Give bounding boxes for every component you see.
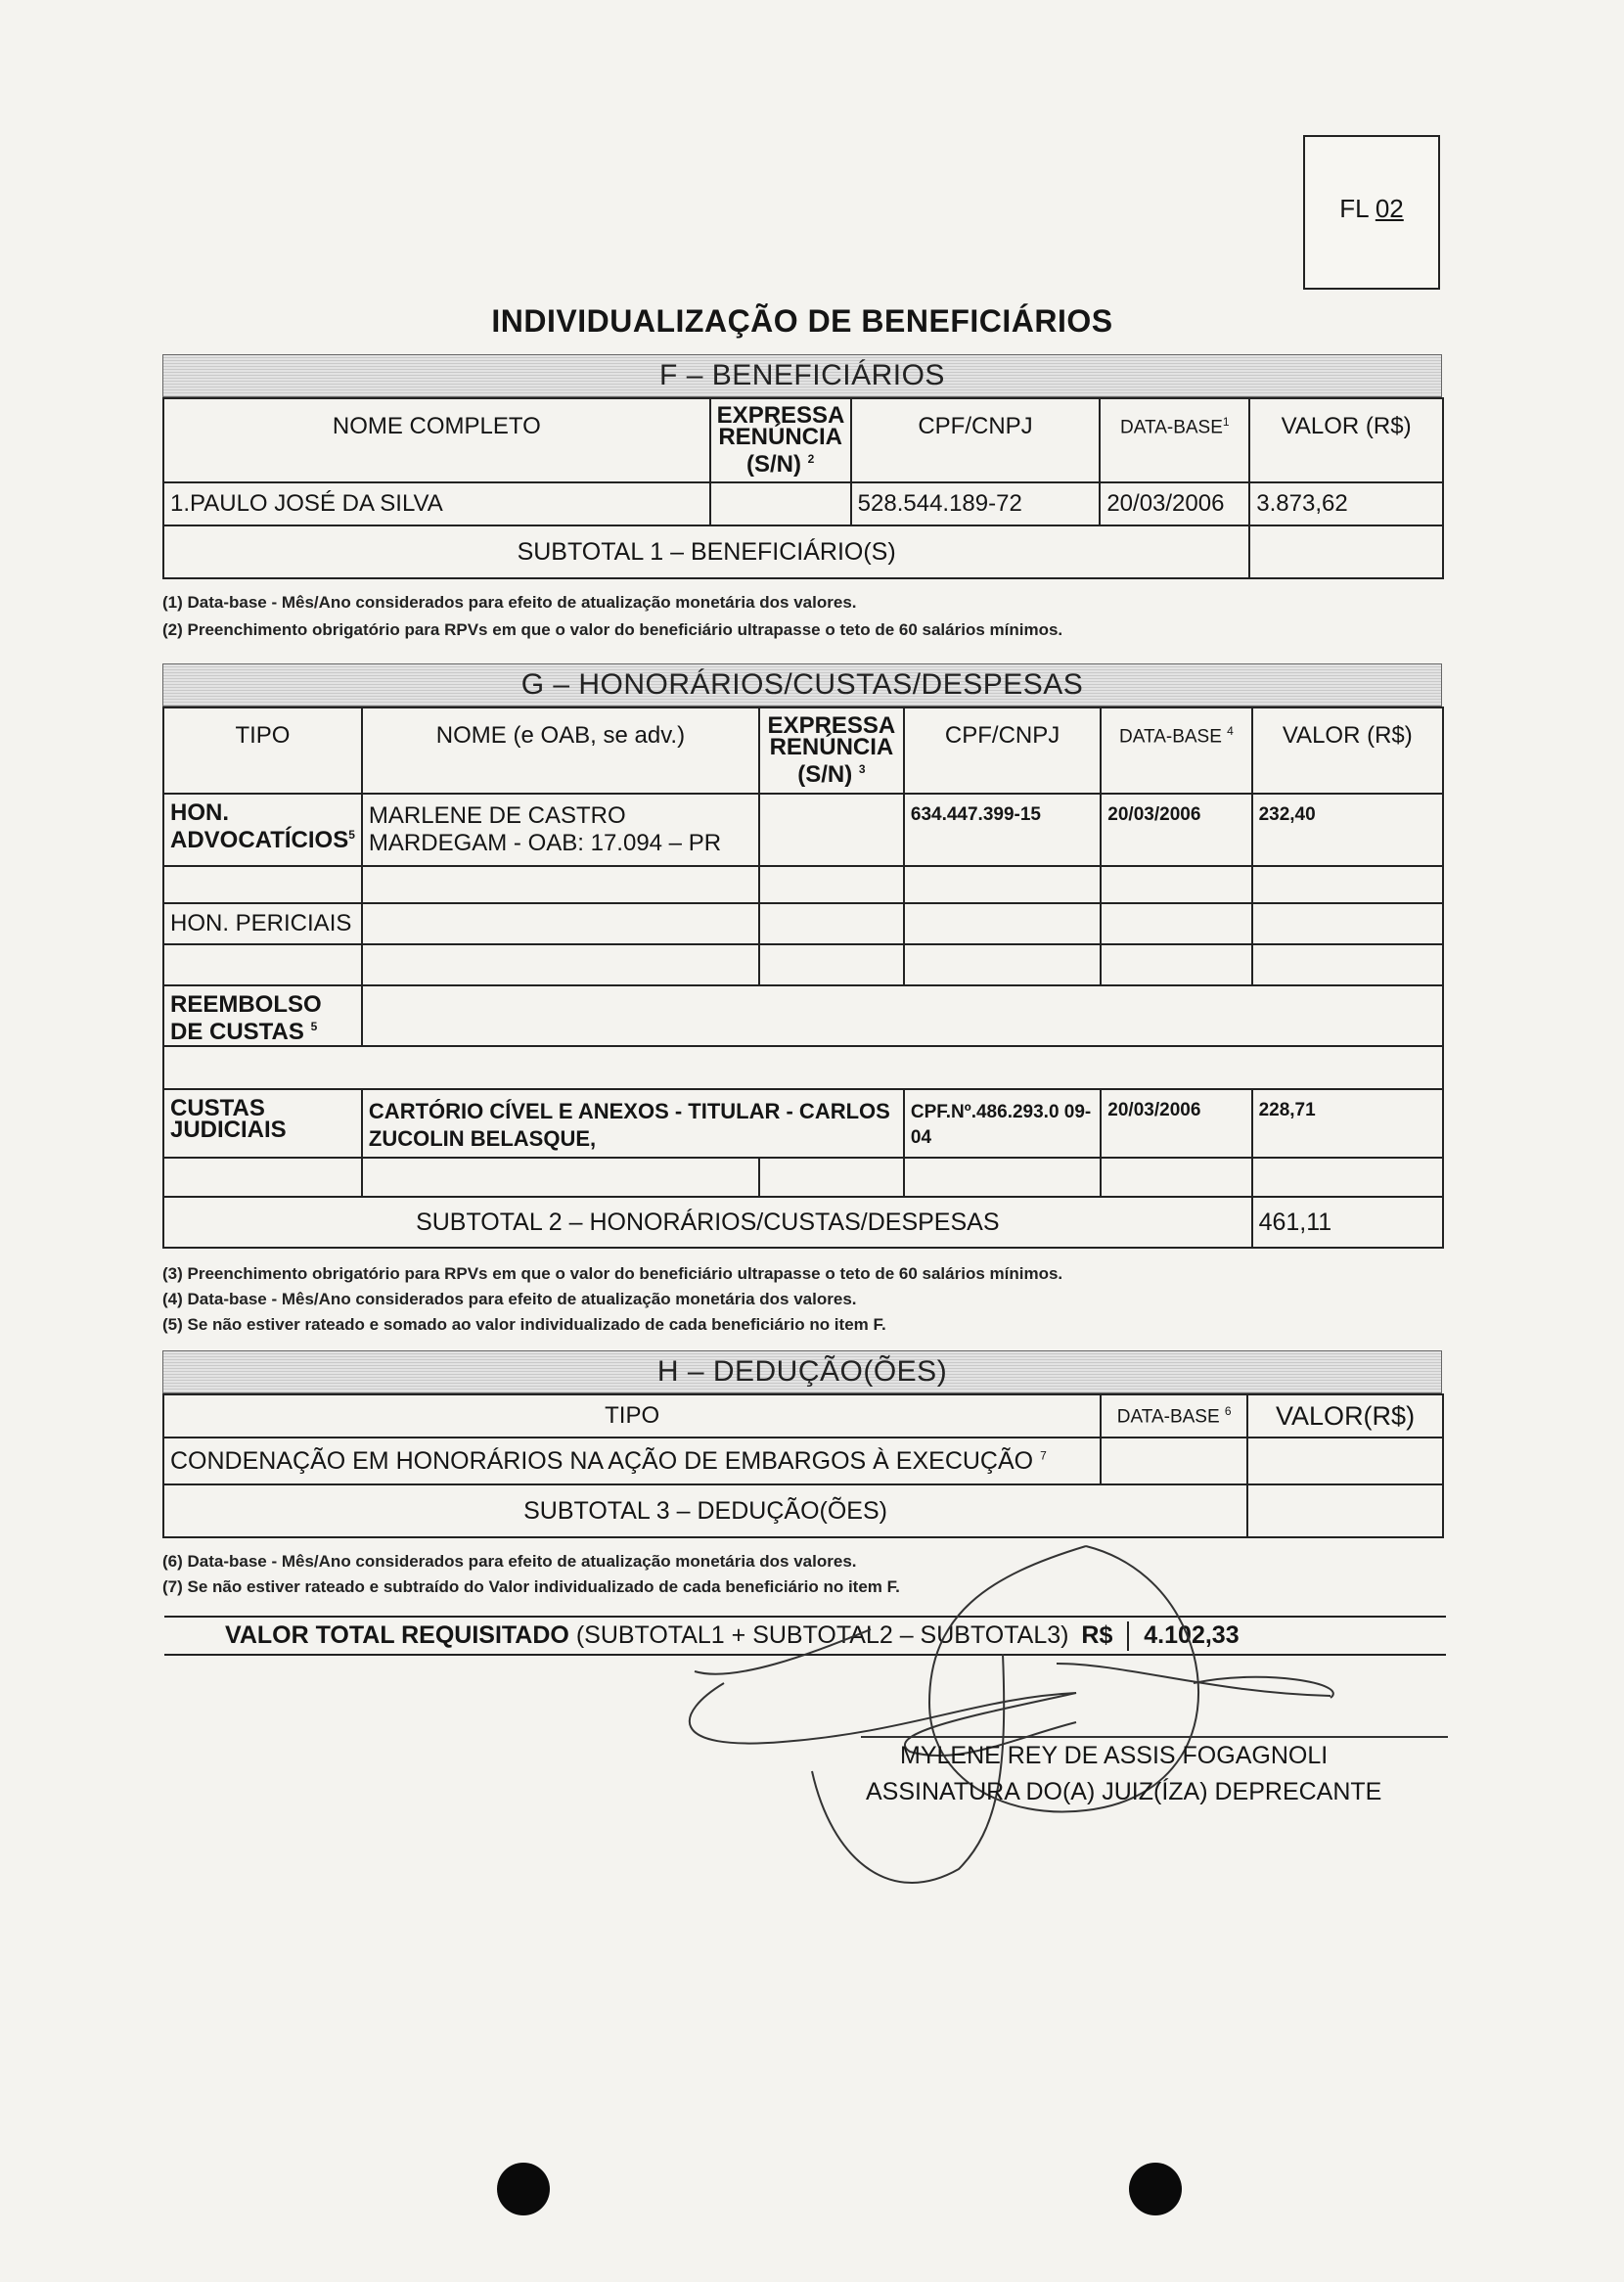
header-expressa-text: EXPRESSA RENÚNCIA (S/N) (716, 402, 845, 478)
header-expressa (710, 398, 851, 482)
punch-hole-left (497, 2163, 550, 2215)
section-g-note-3: (3) Preenchimento obrigatório para RPVs em que o valor do beneficiário ultrapasse o teto de 60 salários mínimos. (162, 1264, 1063, 1283)
section-h-banner: H – DEDUÇÃO(ÕES) (162, 1350, 1442, 1393)
fees-row-hon-per (163, 903, 1443, 944)
fees-header-tipo: TIPO (163, 707, 362, 794)
total-currency: R$ (1081, 1621, 1113, 1649)
fees-row-reembolso (163, 985, 1443, 1046)
subtotal-1-row (163, 525, 1443, 578)
reembolso-tipo (163, 985, 362, 1046)
deduction-tipo (163, 1438, 1101, 1484)
beneficiary-cpf: 528.544.189-72 (851, 482, 1101, 525)
total-label: VALOR TOTAL REQUISITADO (225, 1621, 569, 1649)
subtotal-3-label: SUBTOTAL 3 – DEDUÇÃO(ÕES) (163, 1484, 1247, 1537)
fees-header-row (163, 707, 1443, 794)
custas-tipo: CUSTAS JUDICIAIS (163, 1089, 362, 1158)
subtotal-2-value: 461,11 (1252, 1197, 1443, 1248)
fees-header-expressa-text: EXPRESSA RENÚNCIA (S/N) (767, 712, 896, 788)
fees-header-data-base (1101, 707, 1251, 794)
hon-adv-tipo-sup: 5 (348, 828, 355, 842)
deductions-header-data-base (1101, 1394, 1247, 1438)
fees-header-data-base-text: DATA-BASE (1119, 726, 1222, 748)
signatory-role: ASSINATURA DO(A) JUIZ(ÍZA) DEPRECANTE (866, 1778, 1382, 1805)
beneficiary-data-base: 20/03/2006 (1100, 482, 1249, 525)
fees-row-custas (163, 1089, 1443, 1158)
section-h-note-7: (7) Se não estiver rateado e subtraído do Valor individualizado de cada beneficiário no item F. (162, 1577, 900, 1596)
subtotal-2-label: SUBTOTAL 2 – HONORÁRIOS/CUSTAS/DESPESAS (163, 1197, 1252, 1248)
beneficiary-valor: 3.873,62 (1249, 482, 1443, 525)
deduction-data-base (1101, 1438, 1247, 1484)
total-formula: (SUBTOTAL1 + SUBTOTAL2 – SUBTOTAL3) (575, 1621, 1069, 1649)
fees-header-expressa-sup: 3 (858, 762, 866, 776)
fees-table (162, 707, 1444, 1249)
reembolso-content (362, 985, 1443, 1046)
reembolso-tipo-sup: 5 (310, 1020, 318, 1033)
deduction-row (163, 1438, 1443, 1484)
signature-rule (861, 1736, 1448, 1738)
subtotal-2-row (163, 1197, 1443, 1248)
header-valor: VALOR (R$) (1249, 398, 1443, 482)
header-nome: NOME COMPLETO (163, 398, 710, 482)
fees-row-hon-adv (163, 794, 1443, 866)
deductions-header-data-base-sup: 6 (1224, 1403, 1232, 1418)
hon-per-tipo: HON. PERICIAIS (163, 903, 362, 944)
deduction-valor (1247, 1438, 1443, 1484)
header-cpf: CPF/CNPJ (851, 398, 1101, 482)
fees-row-blank-3 (163, 1046, 1443, 1089)
fees-header-expressa (759, 707, 904, 794)
deductions-table (162, 1393, 1444, 1538)
beneficiary-expressa (710, 482, 851, 525)
header-data-base (1100, 398, 1249, 482)
signatory-name: MYLENE REY DE ASSIS FOGAGNOLI (900, 1742, 1329, 1769)
subtotal-3-value (1247, 1484, 1443, 1537)
beneficiaries-header-row (163, 398, 1443, 482)
beneficiary-nome: 1.PAULO JOSÉ DA SILVA (163, 482, 710, 525)
folio-box (1303, 135, 1440, 290)
folio-number: 02 (1375, 194, 1404, 223)
fees-header-valor: VALOR (R$) (1252, 707, 1443, 794)
hon-adv-data-base: 20/03/2006 (1101, 794, 1251, 866)
fees-header-data-base-sup: 4 (1227, 724, 1234, 738)
deduction-tipo-text: CONDENAÇÃO EM HONORÁRIOS NA AÇÃO DE EMBARGOS À EXECUÇÃO (170, 1446, 1034, 1475)
custas-data-base: 20/03/2006 (1101, 1089, 1251, 1158)
header-data-base-text: DATA-BASE (1120, 417, 1223, 438)
page-title: INDIVIDUALIZAÇÃO DE BENEFICIÁRIOS (491, 303, 1113, 339)
custas-cpf: CPF.Nº.486.293.0 09-04 (904, 1089, 1101, 1158)
hon-adv-tipo (163, 794, 362, 866)
reembolso-tipo-text: REEMBOLSO DE CUSTAS (170, 991, 322, 1045)
custas-nome: CARTÓRIO CÍVEL E ANEXOS - TITULAR - CARLOS ZUCOLIN BELASQUE, (362, 1089, 904, 1158)
deductions-header-row (163, 1394, 1443, 1438)
beneficiary-row (163, 482, 1443, 525)
hon-adv-valor: 232,40 (1252, 794, 1443, 866)
fees-row-blank-2 (163, 944, 1443, 985)
beneficiaries-table (162, 397, 1444, 579)
header-expressa-sup: 2 (807, 452, 815, 466)
hon-adv-tipo-text: HON. ADVOCATÍCIOS (170, 799, 349, 853)
subtotal-1-value (1249, 525, 1443, 578)
section-g-note-5: (5) Se não estiver rateado e somado ao valor individualizado de cada beneficiário no item F. (162, 1315, 886, 1334)
deduction-tipo-sup: 7 (1040, 1448, 1047, 1463)
deductions-header-valor: VALOR(R$) (1247, 1394, 1443, 1438)
subtotal-1-label: SUBTOTAL 1 – BENEFICIÁRIO(S) (163, 525, 1249, 578)
folio-label: FL (1339, 194, 1369, 223)
header-data-base-sup: 1 (1222, 415, 1230, 429)
hon-adv-nome: MARLENE DE CASTRO MARDEGAM - OAB: 17.094 – PR (362, 794, 759, 866)
folio-text (1305, 194, 1438, 224)
hon-adv-expressa (759, 794, 904, 866)
fees-row-blank-1 (163, 866, 1443, 903)
section-f-note-1: (1) Data-base - Mês/Ano considerados para efeito de atualização monetária dos valores. (162, 593, 857, 612)
section-h-note-6: (6) Data-base - Mês/Ano considerados para efeito de atualização monetária dos valores. (162, 1552, 857, 1571)
custas-valor: 228,71 (1252, 1089, 1443, 1158)
deductions-header-tipo: TIPO (163, 1394, 1101, 1438)
fees-header-cpf: CPF/CNPJ (904, 707, 1101, 794)
subtotal-3-row (163, 1484, 1443, 1537)
section-f-banner: F – BENEFICIÁRIOS (162, 354, 1442, 397)
fees-header-nome: NOME (e OAB, se adv.) (362, 707, 759, 794)
section-g-note-4: (4) Data-base - Mês/Ano considerados para efeito de atualização monetária dos valores. (162, 1290, 857, 1308)
fees-row-blank-4 (163, 1158, 1443, 1197)
deductions-header-data-base-text: DATA-BASE (1116, 1406, 1220, 1428)
total-value: 4.102,33 (1144, 1621, 1240, 1649)
hon-adv-cpf: 634.447.399-15 (904, 794, 1101, 866)
section-g-banner: G – HONORÁRIOS/CUSTAS/DESPESAS (162, 663, 1442, 707)
section-f-note-2: (2) Preenchimento obrigatório para RPVs em que o valor do beneficiário ultrapasse o teto de 60 salários mínimos. (162, 620, 1063, 639)
punch-hole-right (1129, 2163, 1182, 2215)
